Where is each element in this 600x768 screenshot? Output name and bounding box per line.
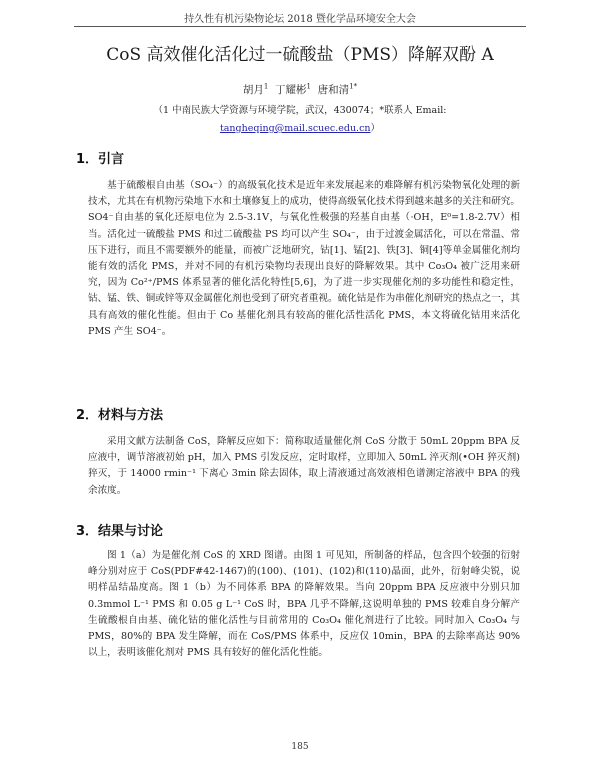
results-paragraph: 图 1（a）为是催化剂 CoS 的 XRD 图谱。由图 1 可见知，所制备的样品，包含四个较强的衍射峰分别对应于 CoS(PDF#42-1467)的(100)、(101)、(102)和(110)晶面，此外，衍射峰尖锐，说明样品结晶度高。图 1（b）为不同体系 BPA 的降解效果。当向 20ppm BPA 反应液中分别只加 0.3mmol L⁻¹ PMS 和 0.05 g L⁻¹ CoS 时，BPA 几乎不降解,这说明单独的 PMS 较难自身分解产生硫酸根自由基、硫化钴的催化活性与目前常用的 Co₃O₄ 催化剂进行了比较。同时加入 Co₃O₄ 与 PMS，80%的 BPA 发生降解，而在 CoS/PMS 体系中，反应仅 10min，BPA 的去除率高达 90%以上，表明该催化剂对 PMS 具有较好的催化活化性能。 bbox=[88, 550, 520, 659]
author-mark: 1* bbox=[349, 82, 358, 91]
author-name: 丁耀彬 bbox=[275, 84, 307, 96]
author-mark: 1 bbox=[263, 82, 269, 91]
header-rule bbox=[74, 26, 526, 27]
email-line bbox=[0, 120, 600, 134]
methods-paragraph: 采用文献方法制备 CoS，降解反应如下：简称取适量催化剂 CoS 分散于 50mL 20ppm BPA 反应液中，调节溶液初始 pH，加入 PMS 引发反应，定时取样，立即加入 50mL 淬灭剂(•OH 猝灭剂)猝灭，于 14000 rmin⁻¹ 下离心 3min 除去固体，取上清液通过高效液相色谱测定溶液中 BPA 的残余浓度。 bbox=[88, 436, 520, 496]
author-name: 胡月 bbox=[242, 84, 264, 96]
author-list bbox=[0, 82, 600, 97]
author-name: 唐和清 bbox=[317, 84, 350, 96]
section-heading-methods: 2．材料与方法 bbox=[76, 408, 164, 423]
running-header: 持久性有机污染物论坛 2018 暨化学品环境安全大会 bbox=[184, 14, 416, 25]
intro-paragraph: 基于硫酸根自由基（SO₄⁻）的高级氧化技术是近年来发展起来的难降解有机污染物氧化处理的新技术，尤其在有机物污染地下水和土壤修复上的成功，使得高级氧化技术得到越来越多的关注和研究。SO4⁻自由基的氧化还原电位为 2.5-3.1V，与氧化性极强的羟基自由基（·OH，E⁰=1.8-2.7V）相当。活化过一硫酸盐 PMS 和过二硫酸盐 PS 均可以产生 SO₄⁻，由于过渡金属活化，可以在常温、常压下进行，而且不需要额外的能量，而被广泛地研究，钴[1]、锰[2]、铁[3]、铜[4]等单金属催化剂均能有效的活化 PMS，并对不同的有机污染物均表现出良好的降解效果。其中 Co₃O₄ 被广泛用来研究，因为 Co²⁺/PMS 体系显著的催化活化特性[5,6]，为了进一步实现催化剂的多功能性和稳定性，钴、锰、铁、铜或锌等双金属催化剂也受到了研究者重视。硫化钴是作为串催化剂研究的热点之一，其具有高效的催化性能。但由于 Co 基催化剂具有较高的催化活性活化 PMS，本文将硫化钴用来活化 PMS 产生 SO4⁻。 bbox=[88, 180, 520, 337]
section-heading-intro: 1．引言 bbox=[76, 152, 125, 167]
paper-title: CoS 高效催化活化过一硫酸盐（PMS）降解双酚 A bbox=[106, 45, 494, 65]
email-link[interactable]: tangheqing@mail.scuec.edu.cn bbox=[219, 123, 371, 134]
section-heading-results: 3．结果与讨论 bbox=[76, 524, 164, 539]
affiliation: （1 中南民族大学资源与环境学院，武汉，430074；*联系人 Email: bbox=[153, 105, 447, 116]
author-mark: 1 bbox=[306, 82, 311, 91]
email-close: ） bbox=[370, 123, 381, 134]
page-number: 185 bbox=[291, 742, 309, 752]
